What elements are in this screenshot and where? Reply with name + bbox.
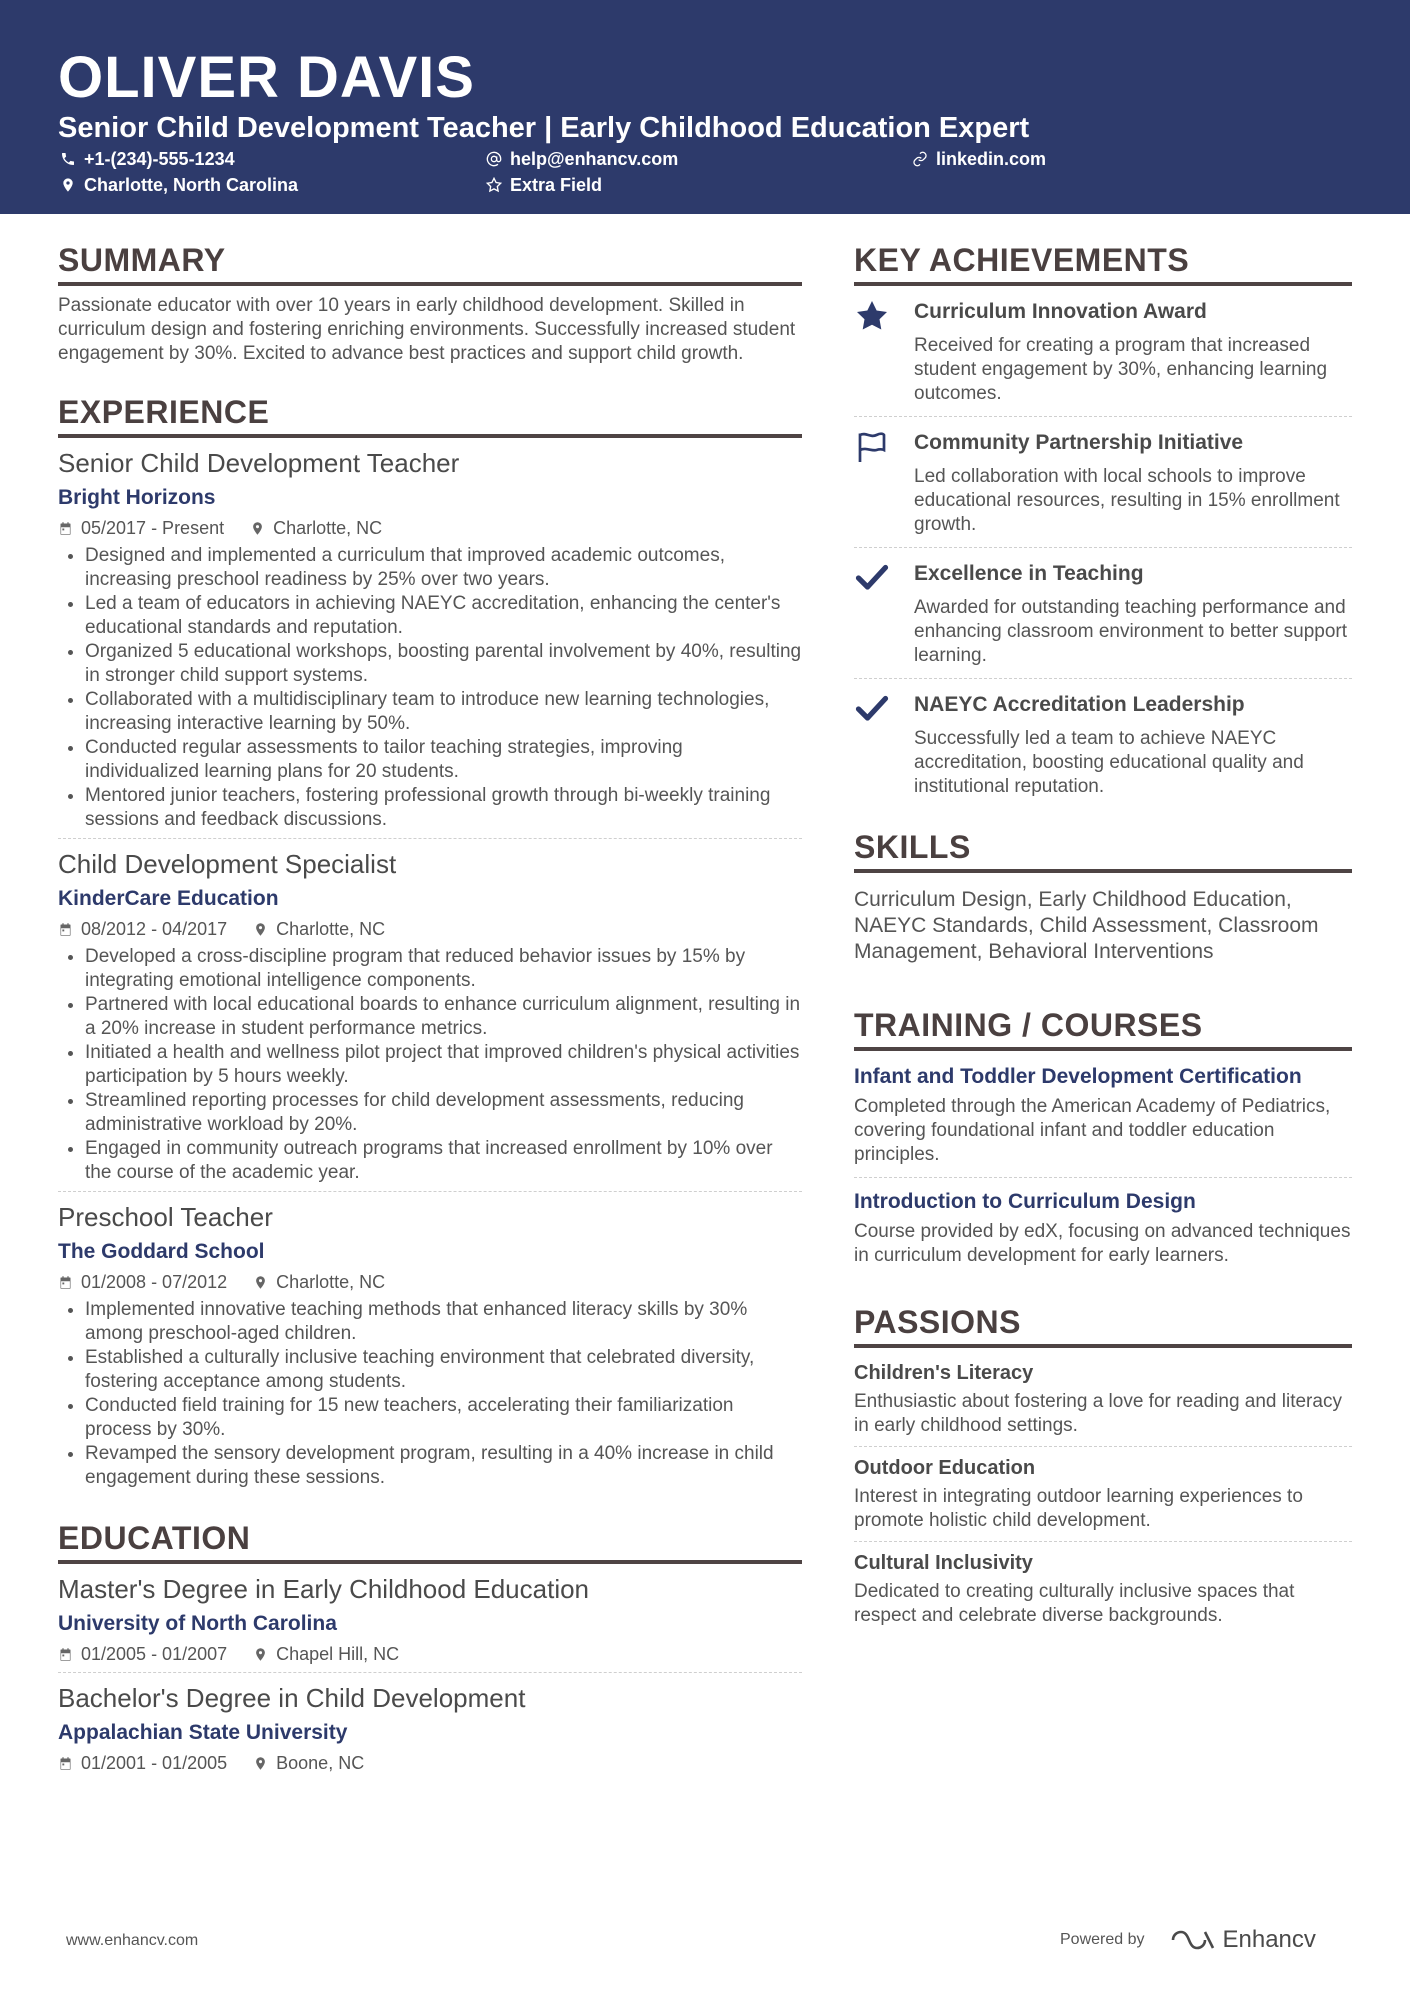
job-role: Child Development Specialist [58, 849, 397, 879]
achievement-icon-wrap [854, 298, 914, 406]
job-meta [58, 516, 802, 540]
job-dates [58, 917, 227, 941]
passion-desc: Dedicated to creating culturally inclusive spaces that respect and celebrate diverse backgrounds. [854, 1581, 1295, 1626]
job-meta [58, 1270, 802, 1294]
passion-title: Cultural Inclusivity [854, 1552, 1033, 1574]
job-bullet: • Partnered with local educational boards to enhance curriculum alignment, resulting in a 20% increase in student performance metrics. [85, 993, 802, 1041]
achievement-icon-wrap [854, 691, 914, 799]
job-dates-text: 01/2008 - 07/2012 [81, 1272, 228, 1292]
achievement-desc: Successfully led a team to achieve NAEYC accreditation, boosting educational quality and institutional reputation. [914, 728, 1304, 797]
education-dates-text: 01/2005 - 01/2007 [81, 1644, 228, 1664]
job-bullet: • Organized 5 educational workshops, boosting parental involvement by 40%, resulting in stronger child support systems. [85, 640, 802, 688]
passions-section [854, 1302, 1352, 1636]
job-role: Senior Child Development Teacher [58, 448, 460, 478]
calendar-icon [58, 922, 73, 937]
education-meta [58, 1751, 802, 1775]
check-icon [854, 691, 890, 727]
education-school: University of North Carolina [58, 1612, 337, 1635]
education-degree: Bachelor's Degree in Child Development [58, 1683, 526, 1713]
job-dates-text: 08/2012 - 04/2017 [81, 919, 228, 939]
experience-section [58, 392, 802, 1496]
achievement-icon-wrap [854, 429, 914, 537]
achievement-item [854, 416, 1352, 547]
resume-header [0, 0, 1410, 214]
passion-item [854, 1541, 1352, 1636]
job-entry [58, 838, 802, 1191]
linkedin-text: linkedin.com [936, 149, 1047, 169]
achievement-body [914, 298, 1352, 406]
contact-email[interactable] [486, 148, 678, 170]
brand-name: Enhancv [1222, 1926, 1316, 1953]
job-bullet: • Implemented innovative teaching methods that enhanced literacy skills by 30% among preschool-aged children. [85, 1298, 802, 1346]
education-location-text: Chapel Hill, NC [276, 1644, 400, 1664]
job-bullet: • Mentored junior teachers, fostering professional growth through bi-weekly training sessions and feedback discussions. [85, 784, 802, 832]
achievement-title: Community Partnership Initiative [914, 431, 1244, 454]
job-bullet: • Conducted field training for 15 new teachers, accelerating their familiarization process by 30%. [85, 1394, 802, 1442]
location-pin-icon [250, 521, 265, 536]
achievement-item [854, 547, 1352, 678]
training-section [854, 1005, 1352, 1278]
achievement-desc: Received for creating a program that increased student engagement by 30%, enhancing learning outcomes. [914, 335, 1328, 404]
course-desc: Course provided by edX, focusing on advanced techniques in curriculum development for early learners. [854, 1221, 1351, 1266]
achievement-title: NAEYC Accreditation Leadership [914, 693, 1245, 716]
phone-icon [60, 151, 76, 167]
powered-by-text: Powered by [1060, 1931, 1145, 1948]
job-dates-text: 05/2017 - Present [81, 518, 225, 538]
link-icon [912, 151, 928, 167]
summary-section [58, 240, 802, 366]
course-item [854, 1177, 1352, 1278]
right-column [854, 240, 1352, 1636]
summary-text: Passionate educator with over 10 years in early childhood development. Skilled in curriculum design and fostering enriching environments. Successfully increased student engagement by 30%. Excited to advance best practices and support child growth. [58, 295, 796, 364]
phone-text: +1-(234)-555-1234 [84, 149, 235, 169]
education-section [58, 1518, 802, 1781]
passion-desc: Enthusiastic about fostering a love for reading and literacy in early childhood settings. [854, 1391, 1342, 1436]
course-title: Infant and Toddler Development Certification [854, 1065, 1302, 1088]
job-bullet: • Engaged in community outreach programs that increased enrollment by 10% over the course of the academic year. [85, 1137, 802, 1185]
location-pin-icon [253, 1275, 268, 1290]
education-location [253, 1642, 399, 1666]
course-desc: Completed through the American Academy of Pediatrics, covering foundational infant and toddler education principles. [854, 1096, 1331, 1165]
education-heading: EDUCATION [58, 1518, 802, 1564]
achievements-heading: KEY ACHIEVEMENTS [854, 240, 1352, 286]
job-location [253, 917, 385, 941]
left-column [58, 240, 802, 1781]
at-icon [486, 151, 502, 167]
job-entry [58, 1191, 802, 1496]
job-bullet: • Streamlined reporting processes for child development assessments, reducing administrative workload by 20%. [85, 1089, 802, 1137]
education-dates [58, 1642, 227, 1666]
job-meta [58, 917, 802, 941]
location-pin-icon [253, 922, 268, 937]
job-location [250, 516, 382, 540]
education-dates-text: 01/2001 - 01/2005 [81, 1753, 228, 1773]
job-bullet: • Initiated a health and wellness pilot project that improved children's physical activities participation by 5 hours weekly. [85, 1041, 802, 1089]
enhancv-logo-icon [1171, 1929, 1215, 1951]
achievement-desc: Led collaboration with local schools to improve educational resources, resulting in 15% enrollment growth. [914, 466, 1340, 535]
education-school: Appalachian State University [58, 1721, 348, 1744]
achievement-item [854, 286, 1352, 416]
enhancv-logo[interactable] [1171, 1926, 1316, 1954]
education-meta [58, 1642, 802, 1666]
contact-extra [486, 174, 602, 196]
email-text: help@enhancv.com [510, 149, 679, 169]
job-bullet: • Led a team of educators in achieving NAEYC accreditation, enhancing the center's educational standards and reputation. [85, 592, 802, 640]
job-bullet: • Designed and implemented a curriculum that improved academic outcomes, increasing preschool readiness by 25% over two years. [85, 544, 802, 592]
footer-website[interactable]: www.enhancv.com [66, 1932, 199, 1949]
achievement-desc: Awarded for outstanding teaching performance and enhancing classroom environment to better support learning. [914, 597, 1348, 666]
job-bullets [58, 1298, 802, 1490]
star-icon [854, 298, 890, 334]
location-pin-icon [253, 1647, 268, 1662]
achievement-title: Excellence in Teaching [914, 562, 1144, 585]
job-bullet: • Developed a cross-discipline program that reduced behavior issues by 15% by integrating emotional intelligence components. [85, 945, 802, 993]
calendar-icon [58, 1275, 73, 1290]
calendar-icon [58, 1647, 73, 1662]
education-location [253, 1751, 364, 1775]
job-location-text: Charlotte, NC [276, 1272, 386, 1292]
calendar-icon [58, 521, 73, 536]
candidate-name: OLIVER DAVIS [58, 45, 475, 110]
job-company: The Goddard School [58, 1240, 265, 1263]
job-dates [58, 516, 224, 540]
check-icon [854, 560, 890, 596]
job-bullet: • Established a culturally inclusive teaching environment that celebrated diversity, fostering acceptance among students. [85, 1346, 802, 1394]
location-pin-icon [60, 177, 76, 193]
contact-phone[interactable] [60, 148, 235, 170]
passion-title: Children's Literacy [854, 1362, 1034, 1384]
candidate-title: Senior Child Development Teacher | Early Childhood Education Expert [58, 112, 1030, 144]
achievement-body [914, 560, 1352, 668]
extra-field-text: Extra Field [510, 175, 603, 195]
achievement-body [914, 691, 1352, 799]
contact-linkedin[interactable] [912, 148, 1046, 170]
passion-desc: Interest in integrating outdoor learning experiences to promote holistic child development. [854, 1486, 1303, 1531]
job-entry [58, 446, 802, 838]
location-pin-icon [253, 1756, 268, 1771]
job-company: Bright Horizons [58, 486, 216, 509]
achievement-icon-wrap [854, 560, 914, 668]
achievements-section [854, 240, 1352, 809]
passion-item [854, 1446, 1352, 1541]
calendar-icon [58, 1756, 73, 1771]
education-entry [58, 1672, 802, 1781]
job-bullet: • Revamped the sensory development program, resulting in a 40% increase in child engagement during these sessions. [85, 1442, 802, 1490]
job-bullet: • Conducted regular assessments to tailor teaching strategies, improving individualized learning plans for 20 students. [85, 736, 802, 784]
job-role: Preschool Teacher [58, 1202, 273, 1232]
skills-heading: SKILLS [854, 827, 1352, 873]
education-degree: Master's Degree in Early Childhood Education [58, 1574, 590, 1604]
passions-heading: PASSIONS [854, 1302, 1352, 1348]
achievement-title: Curriculum Innovation Award [914, 300, 1207, 323]
star-outline-icon [486, 177, 502, 193]
job-location [253, 1270, 385, 1294]
job-bullets [58, 945, 802, 1185]
job-bullet: • Collaborated with a multidisciplinary team to introduce new learning technologies, increasing interactive learning by 50%. [85, 688, 802, 736]
summary-heading: SUMMARY [58, 240, 802, 286]
education-location-text: Boone, NC [276, 1753, 365, 1773]
flag-icon [854, 429, 890, 465]
course-title: Introduction to Curriculum Design [854, 1190, 1196, 1213]
experience-heading: EXPERIENCE [58, 392, 802, 438]
skills-text: Curriculum Design, Early Childhood Education, NAEYC Standards, Child Assessment, Classroom Management, Behavioral Interventions [854, 888, 1319, 963]
achievement-item [854, 678, 1352, 809]
job-location-text: Charlotte, NC [276, 919, 386, 939]
education-dates [58, 1751, 227, 1775]
job-location-text: Charlotte, NC [273, 518, 383, 538]
education-entry [58, 1572, 802, 1672]
passion-title: Outdoor Education [854, 1457, 1036, 1479]
achievement-body [914, 429, 1352, 537]
job-company: KinderCare Education [58, 887, 279, 910]
passion-item [854, 1356, 1352, 1446]
job-dates [58, 1270, 227, 1294]
job-bullets [58, 544, 802, 832]
skills-section [854, 827, 1352, 965]
location-text: Charlotte, North Carolina [84, 175, 299, 195]
footer-branding [1060, 1926, 1316, 1954]
course-item [854, 1059, 1352, 1177]
training-heading: TRAINING / COURSES [854, 1005, 1352, 1051]
contact-location [60, 174, 298, 196]
